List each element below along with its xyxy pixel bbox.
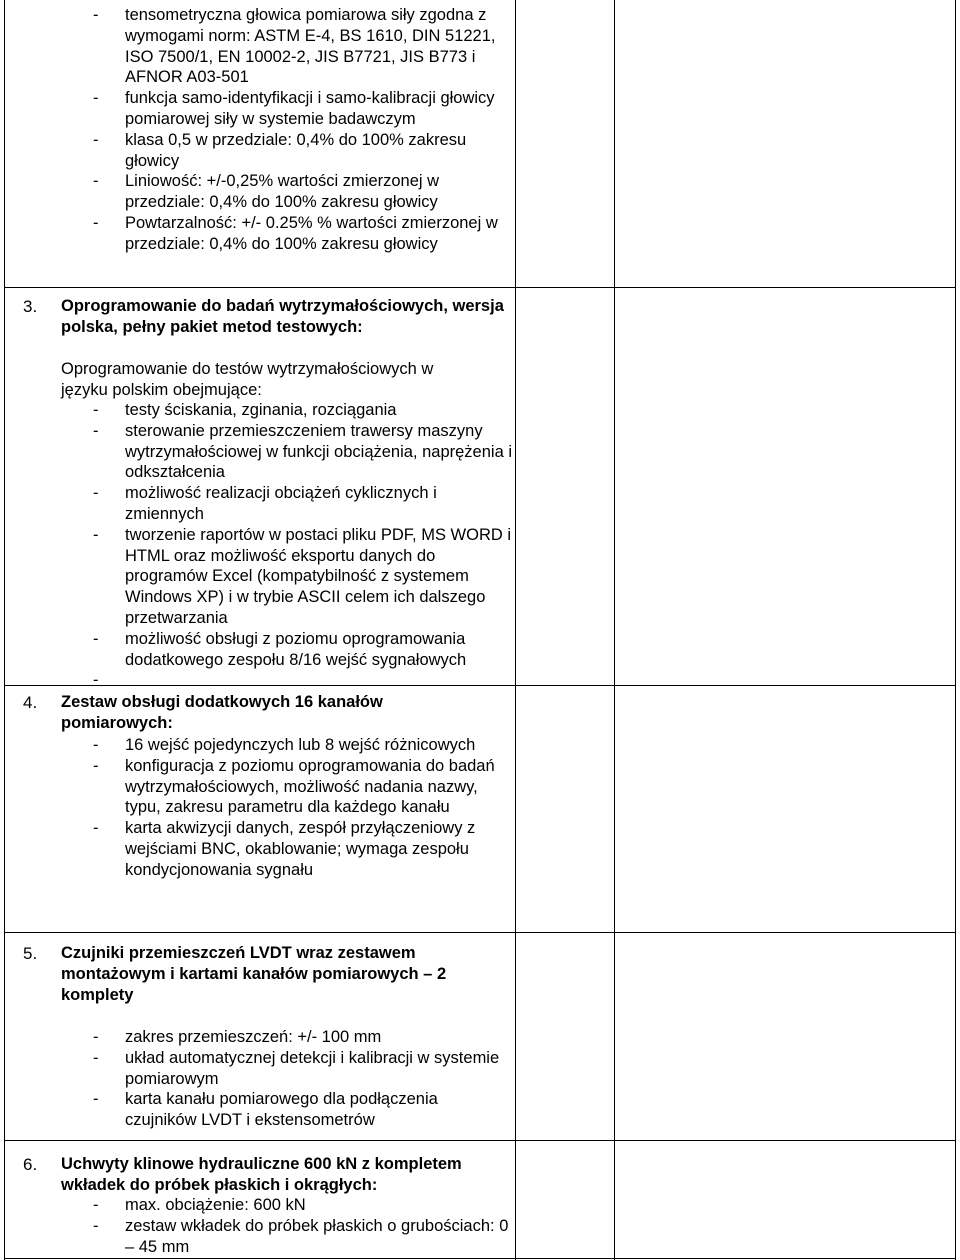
list-item: - funkcja samo-identyfikacji i samo-kalibracji głowicy pomiarowej siły w systemie badawczym: [93, 88, 513, 130]
section5-list: [93, 1027, 513, 1131]
section-number: 6.: [23, 1155, 38, 1174]
list-item: - max. obciążenie: 600 kN: [93, 1195, 513, 1216]
row-divider: [4, 1140, 956, 1141]
list-item: - możliwość obsługi z poziomu oprogramowania dodatkowego zespołu 8/16 wejść sygnałowych: [93, 629, 513, 671]
list-item: - tensometryczna głowica pomiarowa siły zgodna z wymogami norm: ASTM E-4, BS 1610, DIN 51221, ISO 7500/1, EN 10002-2, JIS B7721, JIS B773 i AFNOR A03-501: [93, 5, 513, 88]
list-item: - możliwość realizacji obciążeń cyklicznych i zmiennych: [93, 483, 513, 525]
list-item: - karta kanału pomiarowego dla podłączenia czujników LVDT i ekstensometrów: [93, 1089, 513, 1131]
section6-list: [93, 1195, 513, 1257]
section4-list: [93, 735, 513, 881]
table-border-col2: [515, 0, 516, 1260]
list-item: - sterowanie przemieszczeniem trawersy maszyny wytrzymałościowej w funkcji obciążenia, naprężenia i odkształcenia: [93, 421, 513, 483]
table-border-right: [955, 0, 956, 1260]
list-item: - konfiguracja z poziomu oprogramowania do badań wytrzymałościowych, możliwość nadania nazwy, typu, zakresu parametru dla każdego kanału: [93, 756, 513, 818]
list-item: - tworzenie raportów w postaci pliku PDF, MS WORD i HTML oraz możliwość eksportu danych do programów Excel (kompatybilność z systemem Windows XP) i w trybie ASCII celem ich dalszego przetwarzania: [93, 525, 513, 629]
row-divider: [4, 287, 956, 288]
list-item: - Powtarzalność: +/- 0.25% % wartości zmierzonej w przedziale: 0,4% do 100% zakresu głowicy: [93, 213, 513, 255]
list-item: [93, 670, 513, 691]
table-border-col3: [614, 0, 615, 1260]
section-title: Uchwyty klinowe hydrauliczne 600 kN z kompletem wkładek do próbek płaskich i okrągłych:: [61, 1155, 462, 1194]
section2-list: [93, 5, 513, 255]
list-item: - zestaw wkładek do próbek płaskich o grubościach: 0 – 45 mm: [93, 1216, 513, 1258]
section-title: Czujniki przemieszczeń LVDT wraz zestawem montażowym i kartami kanałów pomiarowych – 2 komplety: [61, 944, 447, 1004]
list-item: - zakres przemieszczeń: +/- 100 mm: [93, 1027, 513, 1048]
section3-list: [93, 400, 513, 691]
section-intro: Oprogramowanie do testów wytrzymałościowych w języku polskim obejmujące:: [61, 360, 434, 399]
list-item: - klasa 0,5 w przedziale: 0,4% do 100% zakresu głowicy: [93, 130, 513, 172]
list-item: - Liniowość: +/-0,25% wartości zmierzonej w przedziale: 0,4% do 100% zakresu głowicy: [93, 171, 513, 213]
section-title: Zestaw obsługi dodatkowych 16 kanałów pomiarowych:: [61, 693, 383, 732]
row-divider: [4, 1258, 956, 1259]
table-border-left: [4, 0, 5, 1260]
list-item: - karta akwizycji danych, zespół przyłączeniowy z wejściami BNC, okablowanie; wymaga zespołu kondycjonowania sygnału: [93, 818, 513, 880]
list-item: - układ automatycznej detekcji i kalibracji w systemie pomiarowym: [93, 1048, 513, 1090]
list-item: - 16 wejść pojedynczych lub 8 wejść różnicowych: [93, 735, 513, 756]
row-divider: [4, 932, 956, 933]
section-number: 4.: [23, 693, 38, 712]
section-title: Oprogramowanie do badań wytrzymałościowych, wersja polska, pełny pakiet metod testowych:: [61, 297, 504, 336]
list-item: - testy ściskania, zginania, rozciągania: [93, 400, 513, 421]
section-number: 3.: [23, 297, 38, 316]
section-number: 5.: [23, 944, 38, 963]
